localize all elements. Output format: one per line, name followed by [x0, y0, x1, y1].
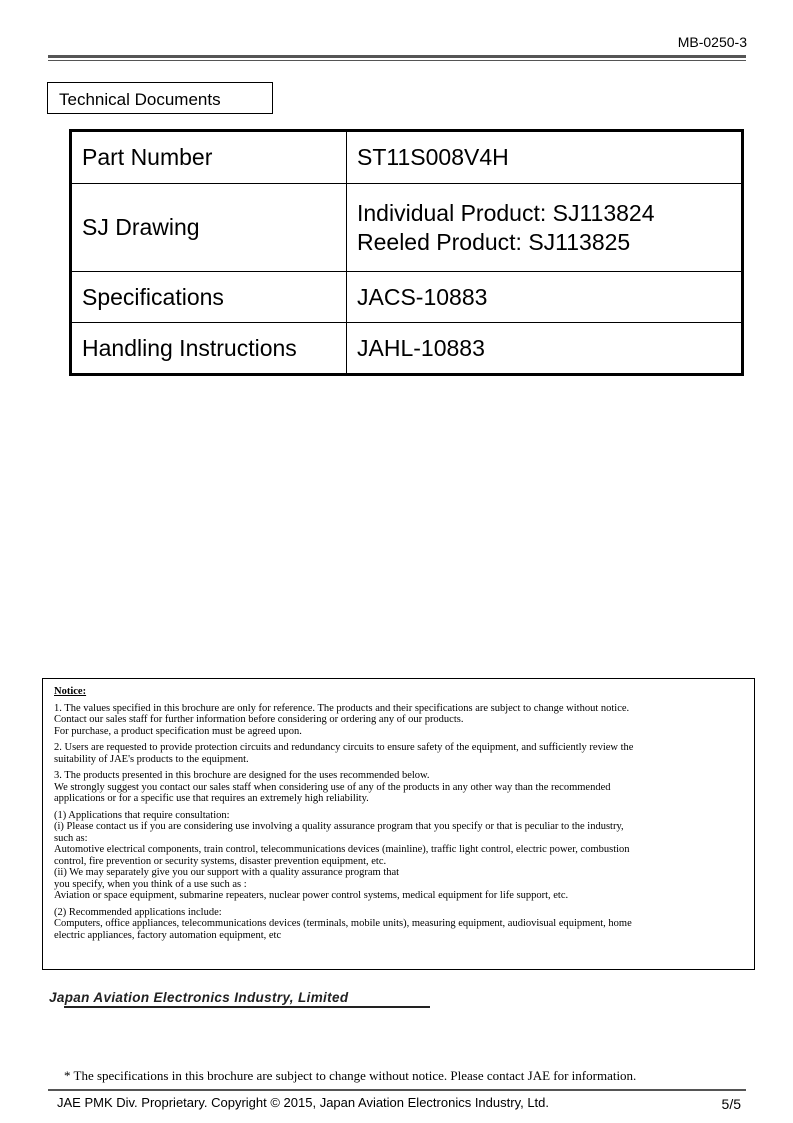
notice-line: electric appliances, factory automation equipment, etc: [54, 929, 282, 941]
header-rule-thin: [48, 60, 746, 61]
company-logo: Japan Aviation Electronics Industry, Limited: [49, 990, 349, 1005]
footer-rule: [48, 1089, 746, 1091]
value-line: JAHL-10883: [357, 334, 485, 361]
notice-line: (1) Applications that require consultation:: [54, 809, 230, 821]
row-label: Part Number: [71, 131, 347, 184]
row-value: [347, 131, 743, 184]
notice-line: you specify, when you think of a use such as :: [54, 878, 247, 890]
value-line: Individual Product: SJ113824: [357, 199, 655, 226]
notice-line: (i) Please contact us if you are considering use involving a quality assurance program that you specify or that is peculiar to the industry,: [54, 821, 624, 832]
notice-line: control, fire prevention or security systems, disaster prevention equipment, etc.: [54, 855, 387, 867]
value-line: JACS-10883: [357, 283, 488, 310]
row-value: [347, 323, 743, 375]
notice-line: Automotive electrical components, train control, telecommunications devices (mainline), traffic light control, electric power, combustion: [54, 844, 630, 855]
notice-line: Computers, office appliances, telecommunications devices (terminals, mobile units), measuring equipment, audiovisual equipment, home: [54, 918, 632, 929]
notice-item-3: [54, 770, 742, 805]
brochure-note: * The specifications in this brochure are subject to change without notice. Please contact JAE for information.: [64, 1068, 637, 1083]
notice-line: 1. The values specified in this brochure are only for reference. The products and their specifications are subject to change without notice.: [54, 702, 630, 714]
row-label: SJ Drawing: [71, 184, 347, 272]
logo-underline: [64, 1006, 430, 1008]
notice-recommended: [54, 907, 742, 942]
row-label: Handling Instructions: [71, 323, 347, 375]
notice-line: 2. Users are requested to provide protection circuits and redundancy circuits to ensure safety of the equipment, and sufficiently review the: [54, 742, 634, 753]
row-label: Specifications: [71, 272, 347, 323]
notice-line: suitability of JAE's products to the equipment.: [54, 753, 249, 765]
table-row: [71, 272, 743, 323]
notice-line: For purchase, a product specification must be agreed upon.: [54, 725, 302, 737]
notice-line: 3. The products presented in this brochure are designed for the uses recommended below.: [54, 770, 430, 781]
notice-line: We strongly suggest you contact our sales staff when considering use of any of the products in any other way than the recommended: [54, 781, 611, 793]
notice-item-1: [54, 703, 742, 738]
footer-copyright: JAE PMK Div. Proprietary. Copyright © 2015, Japan Aviation Electronics Industry, Ltd.: [57, 1095, 550, 1110]
row-value: [347, 272, 743, 323]
value-line: Reeled Product: SJ113825: [357, 228, 631, 255]
notice-line: (2) Recommended applications include:: [54, 906, 222, 918]
notice-line: such as:: [54, 832, 88, 844]
row-value: [347, 184, 743, 272]
page-number: 5/5: [721, 1096, 741, 1112]
notice-item-2: [54, 742, 742, 765]
notice-line: applications or for a specific use that requires an extremely high reliability.: [54, 793, 369, 804]
notice-box: [42, 678, 755, 970]
notice-line: Contact our sales staff for further information before considering or ordering any of our products.: [54, 714, 464, 725]
notice-line: (ii) We may separately give you our support with a quality assurance program that: [54, 867, 400, 878]
table-row: [71, 131, 743, 184]
spec-table: [69, 129, 744, 376]
document-id: MB-0250-3: [677, 34, 747, 50]
notice-consultation: [54, 810, 742, 902]
value-line: ST11S008V4H: [357, 144, 509, 170]
notice-title: Notice:: [54, 686, 87, 697]
table-row: [71, 184, 743, 272]
section-label: Technical Documents: [47, 82, 273, 114]
notice-line: Aviation or space equipment, submarine repeaters, nuclear power control systems, medical equipment for life support, etc.: [54, 890, 569, 901]
table-row: [71, 323, 743, 375]
header-rule: [48, 55, 746, 58]
